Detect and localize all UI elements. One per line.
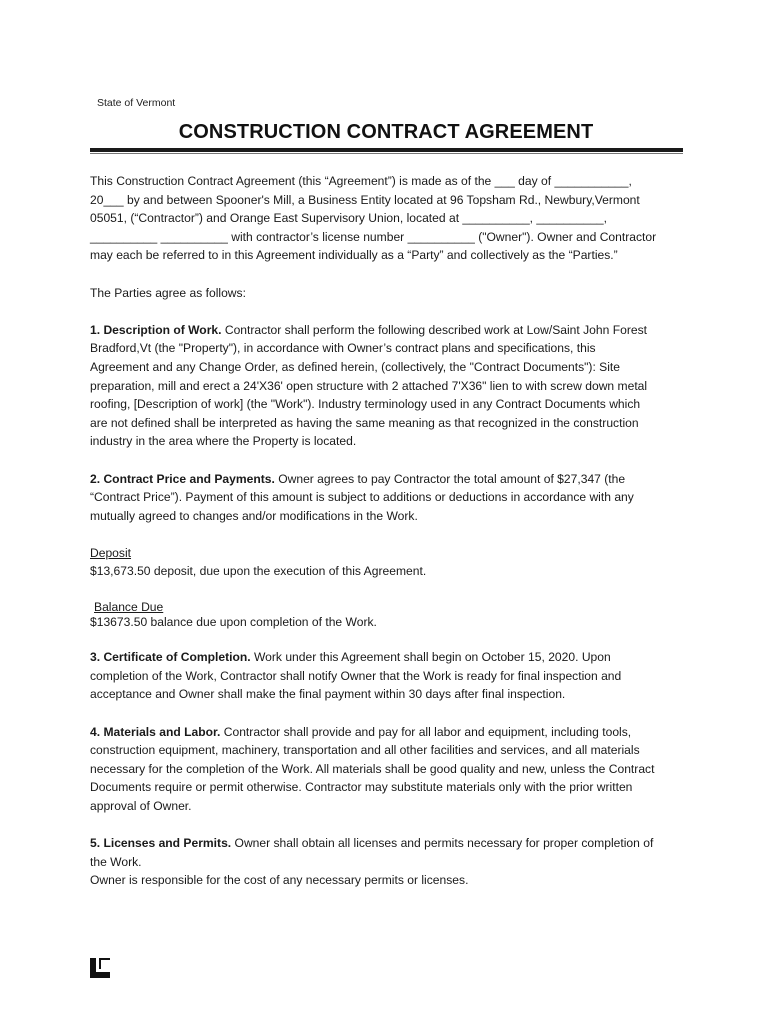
section-text: the Work. <box>90 854 142 869</box>
section-heading: 2. Contract Price and Payments. <box>90 471 275 486</box>
section-text: are not defined shall be interpreted as having the same meaning as that recognized in the construction <box>90 415 639 430</box>
section-certificate-of-completion <box>90 648 690 704</box>
section-text: “Contract Price”). Payment of this amount is subject to additions or deductions in accordance with any <box>90 490 634 505</box>
section-text: Work under this Agreement shall begin on October 15, 2020. Upon <box>250 650 611 665</box>
section-text: Contractor shall perform the following described work at Low/Saint John Forest <box>221 322 647 337</box>
section-text: Agreement and any Change Order, as defined herein, (collectively, the "Contract Documents"): Site <box>90 359 621 374</box>
section-text: mutually agreed to changes and/or modifications in the Work. <box>90 508 418 523</box>
section-text: preparation, mill and erect a 24'X36' open structure with 2 attached 7'X36" lien to with screw down metal <box>90 378 648 393</box>
section-heading: 3. Certificate of Completion. <box>90 650 251 665</box>
state-label: State of Vermont <box>97 97 176 109</box>
deposit-block <box>90 544 690 581</box>
title-divider-thin <box>90 153 683 154</box>
document-logo-icon <box>90 958 110 978</box>
intro-line: may each be referred to in this Agreement individually as a “Party” and collectively as the “Parties.” <box>90 248 618 263</box>
intro-line: __________ __________ with contractor’s license number __________ ("Owner"). Owner and Contractor <box>90 229 657 244</box>
section-text: construction equipment, machinery, transportation and all other facilities and services, and all materials <box>90 743 640 758</box>
section-text: industry in the area where the Property is located. <box>90 434 357 449</box>
balance-block <box>90 600 690 630</box>
intro-line: This Construction Contract Agreement (this “Agreement”) is made as of the ___ day of ___________, <box>90 174 632 188</box>
section-text: Owner shall obtain all licenses and permits necessary for proper completion of <box>231 836 654 851</box>
intro-line: 20___ by and between Spooner's Mill, a Business Entity located at 96 Topsham Rd., Newbury,Vermont <box>90 192 640 207</box>
section-text: Owner agrees to pay Contractor the total amount of $27,347 (the <box>274 471 626 486</box>
balance-text: $13673.50 balance due upon completion of the Work. <box>90 614 377 629</box>
section-heading: 1. Description of Work. <box>90 322 222 337</box>
section-heading: 5. Licenses and Permits. <box>90 836 232 851</box>
section-text: approval of Owner. <box>90 799 192 813</box>
intro-paragraph <box>90 172 690 265</box>
section-description-of-work <box>90 321 690 451</box>
section-contract-price <box>90 470 690 526</box>
section-licenses-and-permits <box>90 834 690 890</box>
deposit-label: Deposit <box>90 545 132 560</box>
document-body <box>90 172 690 890</box>
deposit-text: $13,673.50 deposit, due upon the execution of this Agreement. <box>90 564 427 579</box>
section-text: acceptance and Owner shall make the final payment within 30 days after final inspection. <box>90 687 566 702</box>
section-text: roofing, [Description of work] (the "Work"). Industry terminology used in any Contract Documents which <box>90 397 641 412</box>
section-text: Documents require or permit otherwise. Contractor may substitute materials only with the prior written <box>90 780 633 795</box>
section-heading: 4. Materials and Labor. <box>90 724 221 739</box>
section-text: Bradford,Vt (the "Property"), in accordance with Owner’s contract plans and specifications, this <box>90 341 596 356</box>
title-divider <box>90 148 683 152</box>
section-materials-and-labor <box>90 723 690 816</box>
agree-statement: The Parties agree as follows: <box>90 285 246 300</box>
section-text: completion of the Work, Contractor shall notify Owner that the Work is ready for final inspection and <box>90 668 622 683</box>
document-title: CONSTRUCTION CONTRACT AGREEMENT <box>178 121 594 143</box>
section-text: Contractor shall provide and pay for all labor and equipment, including tools, <box>220 724 632 739</box>
section-text: Owner is responsible for the cost of any necessary permits or licenses. <box>90 873 469 888</box>
section-text: necessary for the completion of the Work. All materials shall be good quality and new, unless the Contract <box>90 761 655 776</box>
balance-label: Balance Due <box>94 599 164 614</box>
intro-line: 05051, (“Contractor”) and Orange East Supervisory Union, located at __________, __________, <box>90 211 608 226</box>
